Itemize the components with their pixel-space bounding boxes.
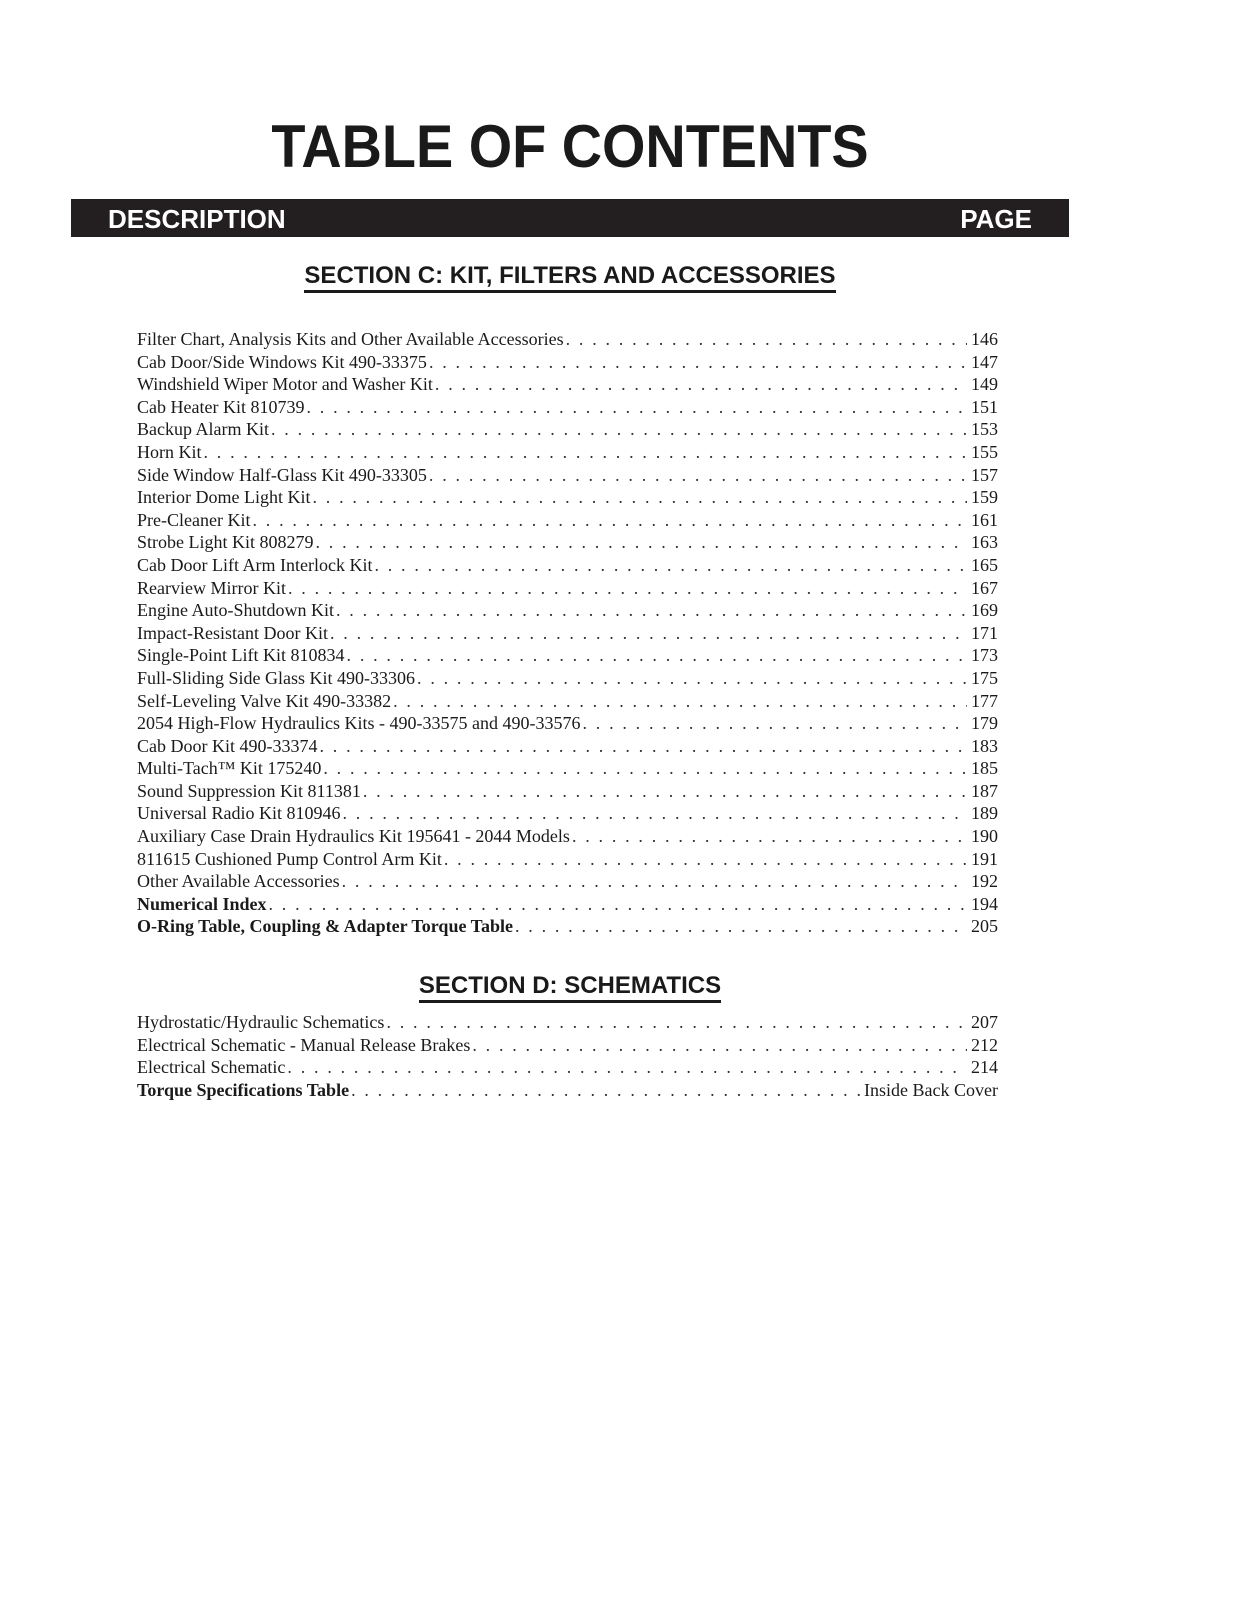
toc-entry-page: 149: [971, 374, 998, 395]
toc-entry-page: 177: [971, 690, 998, 711]
section-d-heading: [0, 972, 1140, 1000]
dot-leader: [336, 599, 967, 622]
dot-leader: [566, 328, 967, 351]
toc-entry-page: 165: [971, 554, 998, 575]
section-d-heading-text: SECTION D: SCHEMATICS: [419, 972, 721, 1003]
toc-entry[interactable]: [137, 1079, 998, 1102]
dot-leader: [572, 825, 967, 848]
toc-entry-label: Electrical Schematic - Manual Release Brakes: [137, 1034, 471, 1055]
toc-entry-page: 189: [971, 803, 998, 824]
dot-leader: [429, 351, 967, 374]
toc-entry[interactable]: [137, 825, 998, 848]
toc-entry-label: 811615 Cushioned Pump Control Arm Kit: [137, 848, 442, 869]
toc-entry-label: Backup Alarm Kit: [137, 419, 269, 440]
toc-entry-label: Interior Dome Light Kit: [137, 487, 311, 508]
dot-leader: [429, 464, 967, 487]
toc-entry[interactable]: [137, 915, 998, 938]
toc-entry-page: 155: [971, 441, 998, 462]
dot-leader: [363, 780, 967, 803]
toc-entry-label: Filter Chart, Analysis Kits and Other Available Accessories: [137, 329, 564, 349]
dot-leader: [269, 893, 968, 916]
toc-entry-label: Torque Specifications Table: [137, 1079, 350, 1100]
toc-entry-page: 192: [971, 871, 998, 892]
toc-entry-page: 212: [971, 1034, 998, 1055]
toc-entry[interactable]: [137, 328, 998, 351]
dot-leader: [316, 531, 968, 554]
toc-entry-page: 169: [971, 600, 998, 621]
toc-entry-label: Other Available Accessories: [137, 871, 340, 892]
toc-entry[interactable]: [137, 554, 998, 577]
toc-entry-page: 153: [971, 419, 998, 440]
toc-entry-label: Engine Auto-Shutdown Kit: [137, 600, 334, 621]
dot-leader: [306, 396, 967, 419]
dot-leader: [515, 915, 967, 938]
toc-entry-page: 214: [971, 1057, 998, 1078]
toc-entry-label: Self-Leveling Valve Kit 490-33382: [137, 690, 392, 711]
toc-entry[interactable]: [137, 599, 998, 622]
toc-entry-page: Inside Back Cover: [864, 1079, 998, 1100]
dot-leader: [204, 441, 968, 464]
dot-leader: [351, 1079, 860, 1102]
toc-entry-label: Hydrostatic/Hydraulic Schematics: [137, 1012, 385, 1032]
toc-entry-label: O-Ring Table, Coupling & Adapter Torque Table: [137, 916, 513, 937]
toc-entry-label: Single-Point Lift Kit 810834: [137, 645, 345, 666]
toc-entry-label: Pre-Cleaner Kit: [137, 509, 251, 530]
column-header-bar: [71, 199, 1069, 237]
dot-leader: [323, 757, 967, 780]
dot-leader: [252, 509, 967, 532]
toc-entry[interactable]: [137, 509, 998, 532]
toc-entry-label: Horn Kit: [137, 441, 202, 462]
toc-entry-page: 157: [971, 464, 998, 485]
section-d-entries: [137, 1011, 998, 1101]
toc-entry-page: 190: [971, 826, 998, 847]
dot-leader: [342, 870, 967, 893]
toc-entry-label: Windshield Wiper Motor and Washer Kit: [137, 374, 433, 395]
toc-entry-page: 183: [971, 735, 998, 756]
toc-entry-label: Auxiliary Case Drain Hydraulics Kit 195641 - 2044 Models: [137, 826, 570, 847]
section-c-heading: [0, 262, 1140, 290]
dot-leader: [312, 486, 967, 509]
toc-entry-page: 207: [971, 1012, 998, 1032]
toc-entry[interactable]: [137, 1056, 998, 1079]
toc-entry-page: 151: [971, 396, 998, 417]
toc-entry[interactable]: [137, 735, 998, 758]
toc-entry[interactable]: [137, 373, 998, 396]
dot-leader: [287, 1056, 967, 1079]
toc-entry-label: Electrical Schematic: [137, 1057, 286, 1078]
page-column-label: PAGE: [960, 204, 1032, 234]
toc-entry-label: Side Window Half-Glass Kit 490-33305: [137, 464, 427, 485]
toc-entry[interactable]: [137, 893, 998, 916]
dot-leader: [393, 690, 967, 713]
toc-entry-page: 171: [971, 622, 998, 643]
toc-entry-label: 2054 High-Flow Hydraulics Kits - 490-33575 and 490-33576: [137, 713, 581, 734]
toc-entry[interactable]: [137, 712, 998, 735]
toc-entry[interactable]: [137, 464, 998, 487]
toc-entry-label: Rearview Mirror Kit: [137, 577, 286, 598]
toc-entry-page: 205: [971, 916, 998, 937]
toc-entry-label: Multi-Tach™ Kit 175240: [137, 758, 322, 779]
toc-entry[interactable]: [137, 531, 998, 554]
toc-entry-page: 146: [971, 329, 998, 349]
description-column-label: DESCRIPTION: [108, 204, 286, 234]
toc-entry-page: 159: [971, 487, 998, 508]
dot-leader: [330, 622, 967, 645]
toc-entry-label: Strobe Light Kit 808279: [137, 532, 314, 553]
toc-entry-label: Sound Suppression Kit 811381: [137, 780, 361, 801]
dot-leader: [582, 712, 967, 735]
toc-entry[interactable]: [137, 802, 998, 825]
toc-entry-label: Universal Radio Kit 810946: [137, 803, 341, 824]
toc-entry-page: 167: [971, 577, 998, 598]
dot-leader: [319, 735, 967, 758]
dot-leader: [271, 418, 967, 441]
toc-entry[interactable]: [137, 351, 998, 374]
toc-entry-page: 187: [971, 780, 998, 801]
dot-leader: [374, 554, 967, 577]
toc-entry-page: 194: [971, 893, 998, 914]
toc-entry-page: 175: [971, 667, 998, 688]
toc-entry-label: Cab Door Lift Arm Interlock Kit: [137, 554, 373, 575]
toc-entry[interactable]: [137, 690, 998, 713]
toc-entry-page: 191: [971, 848, 998, 869]
toc-entry-label: Cab Heater Kit 810739: [137, 396, 305, 417]
page-title: TABLE OF CONTENTS: [271, 113, 869, 180]
toc-entry-label: Cab Door Kit 490-33374: [137, 735, 318, 756]
dot-leader: [342, 802, 967, 825]
toc-entry[interactable]: [137, 396, 998, 419]
dot-leader: [288, 577, 967, 600]
toc-entry[interactable]: [137, 870, 998, 893]
toc-entry[interactable]: [137, 441, 998, 464]
toc-entry-page: 163: [971, 532, 998, 553]
toc-entry[interactable]: [137, 418, 998, 441]
toc-entry-page: 147: [971, 351, 998, 372]
toc-entry-page: 179: [971, 713, 998, 734]
toc-entry[interactable]: [137, 644, 998, 667]
dot-leader: [435, 373, 967, 396]
toc-entry[interactable]: [137, 667, 998, 690]
toc-entry-label: Cab Door/Side Windows Kit 490-33375: [137, 351, 427, 372]
section-c-heading-text: SECTION C: KIT, FILTERS AND ACCESSORIES: [304, 262, 835, 293]
dot-leader: [386, 1011, 967, 1034]
dot-leader: [417, 667, 967, 690]
dot-leader: [472, 1034, 967, 1057]
dot-leader: [347, 644, 967, 667]
toc-entry[interactable]: [137, 486, 998, 509]
toc-entry-page: 173: [971, 645, 998, 666]
toc-entry[interactable]: [137, 757, 998, 780]
toc-entry-page: 185: [971, 758, 998, 779]
toc-entry[interactable]: [137, 780, 998, 803]
toc-entry-label: Numerical Index: [137, 893, 267, 914]
toc-entry-label: Full-Sliding Side Glass Kit 490-33306: [137, 667, 416, 688]
toc-entry[interactable]: [137, 1034, 998, 1057]
section-c-entries: [137, 328, 998, 938]
toc-entry-label: Impact-Resistant Door Kit: [137, 622, 328, 643]
toc-entry[interactable]: [137, 848, 998, 871]
toc-entry[interactable]: [137, 577, 998, 600]
toc-entry-page: 161: [971, 509, 998, 530]
dot-leader: [444, 848, 967, 871]
toc-entry[interactable]: [137, 622, 998, 645]
toc-entry[interactable]: [137, 1011, 998, 1034]
